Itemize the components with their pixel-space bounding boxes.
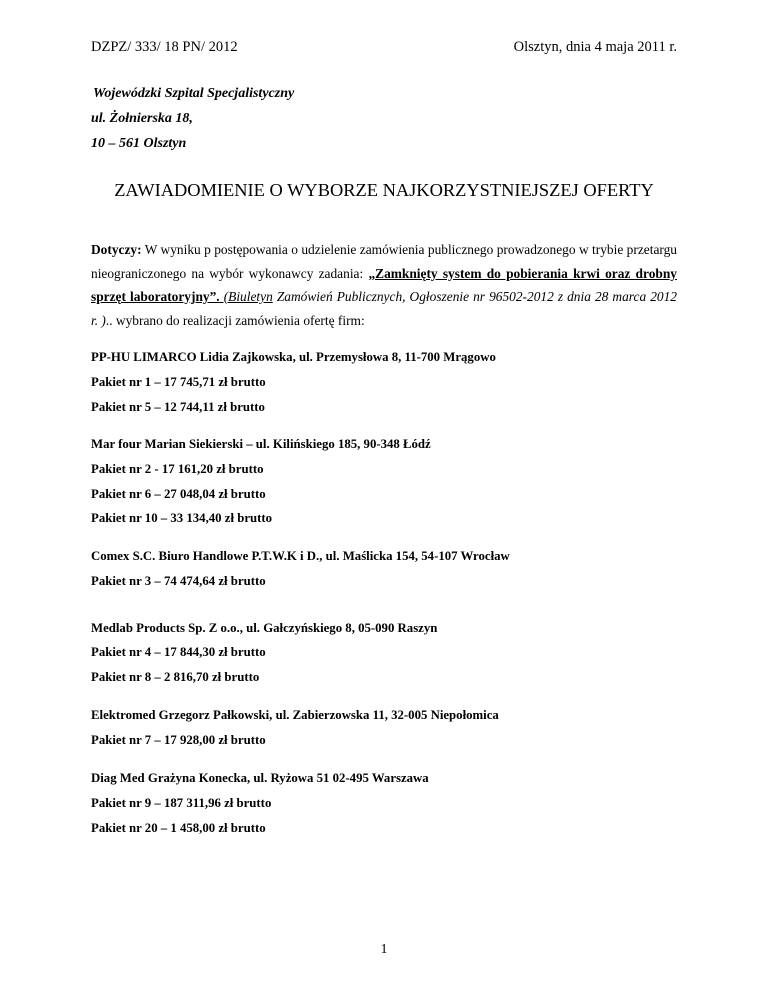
package-line: Pakiet nr 1 – 17 745,71 zł brutto <box>91 375 266 389</box>
firm-name: Medlab Products Sp. Z o.o., ul. Gałczyńskiego 8, 05-090 Raszyn <box>91 621 438 635</box>
firm-name: Diag Med Grażyna Konecka, ul. Ryżowa 51 02-495 Warszawa <box>91 771 429 785</box>
package-line: Pakiet nr 20 – 1 458,00 zł brutto <box>91 821 266 835</box>
package-line: Pakiet nr 7 – 17 928,00 zł brutto <box>91 733 266 747</box>
intro-text-before: W wyniku p postępowania o udzielenie zamówienia publicznego prowadzonego w trybie przetargu nieograniczonego na wybór wykonawcy zadania: <box>91 242 677 281</box>
firm-name: Elektromed Grzegorz Pałkowski, ul. Zabierzowska 11, 32-005 Niepołomica <box>91 708 499 722</box>
package-line: Pakiet nr 8 – 2 816,70 zł brutto <box>91 670 260 684</box>
firm-name: Mar four Marian Siekierski – ul. Kilińskiego 185, 90-348 Łódź <box>91 437 431 451</box>
intro-paragraph <box>91 238 677 332</box>
package-line: Pakiet nr 4 – 17 844,30 zł brutto <box>91 645 266 659</box>
bulletin-reference: Zamówień Publicznych, Ogłoszenie nr 96502-2012 z dnia 28 marca 2012 r. ) <box>91 289 677 328</box>
task-name: „Zamknięty system do pobierania krwi oraz drobny sprzęt laboratoryjny”. <box>91 265 677 304</box>
sender-street: ul. Żołnierska 18, <box>91 111 193 126</box>
package-line: Pakiet nr 3 – 74 474,64 zł brutto <box>91 574 266 588</box>
sender-city: 10 – 561 Olsztyn <box>91 136 187 151</box>
intro-text-after: .. wybrano do realizacji zamówienia ofertę firm: <box>105 312 365 328</box>
package-line: Pakiet nr 6 – 27 048,04 zł brutto <box>91 487 266 501</box>
page-number: 1 <box>380 942 388 957</box>
bulletin-reference-start: (Biuletyn <box>219 289 273 304</box>
place-and-date: Olsztyn, dnia 4 maja 2011 r. <box>513 39 677 55</box>
package-line: Pakiet nr 9 – 187 311,96 zł brutto <box>91 796 272 810</box>
package-line: Pakiet nr 2 - 17 161,20 zł brutto <box>91 462 264 476</box>
document-title: ZAWIADOMIENIE O WYBORZE NAJKORZYSTNIEJSZEJ OFERTY <box>114 180 654 200</box>
firm-name: PP-HU LIMARCO Lidia Zajkowska, ul. Przemysłowa 8, 11-700 Mrągowo <box>91 350 496 364</box>
package-line: Pakiet nr 5 – 12 744,11 zł brutto <box>91 400 265 414</box>
reference-number: DZPZ/ 333/ 18 PN/ 2012 <box>91 39 238 55</box>
firm-name: Comex S.C. Biuro Handlowe P.T.W.K i D., ul. Maślicka 154, 54-107 Wrocław <box>91 549 510 563</box>
intro-label: Dotyczy: <box>91 242 142 257</box>
sender-name: Wojewódzki Szpital Specjalistyczny <box>93 86 295 101</box>
package-line: Pakiet nr 10 – 33 134,40 zł brutto <box>91 511 273 525</box>
